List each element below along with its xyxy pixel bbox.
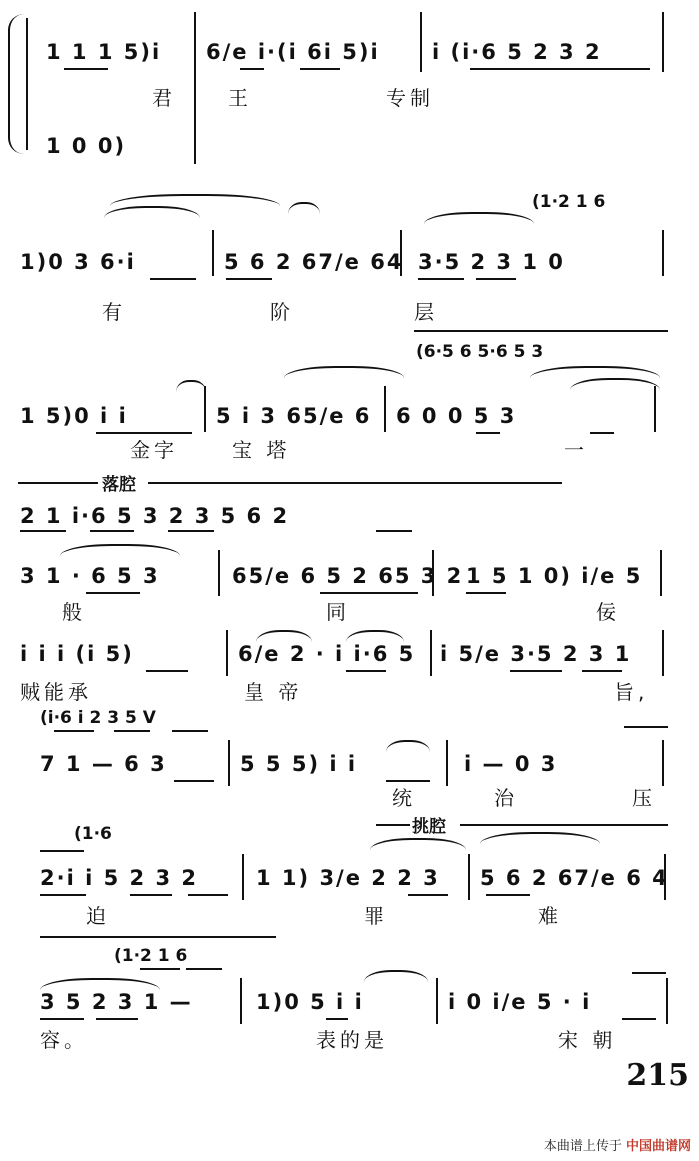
underline <box>240 68 264 70</box>
extension-line <box>148 482 562 484</box>
slur <box>370 838 466 850</box>
extension-line <box>18 482 98 484</box>
notation-measure: 2·i i 5 2 3 2 <box>40 866 198 890</box>
lyric: 表的是 <box>316 1028 388 1052</box>
underline <box>476 432 500 434</box>
slur <box>256 630 312 642</box>
notation-measure: 5 6 2 67/e 64 <box>224 250 404 274</box>
underline <box>300 68 340 70</box>
lyric: 阶 <box>270 300 294 324</box>
lyric: 有 <box>102 300 126 324</box>
underline <box>346 670 386 672</box>
underline <box>40 1018 84 1020</box>
notation-measure: 5 5 5) i i <box>240 752 358 776</box>
lyric: 王 <box>228 86 252 110</box>
barline <box>218 550 220 596</box>
slur <box>364 970 428 982</box>
barline <box>212 230 214 276</box>
slur <box>40 978 160 990</box>
underline <box>486 894 530 896</box>
underline <box>376 530 412 532</box>
lyric: 难 <box>538 904 562 928</box>
slur <box>530 366 660 378</box>
slur <box>424 212 534 224</box>
underline <box>168 530 214 532</box>
lyric: 罪 <box>364 904 388 928</box>
lyric: 金字 <box>130 438 178 462</box>
notation-measure: 3 5 2 3 1 — <box>40 990 193 1014</box>
underline <box>186 968 222 970</box>
footer-prefix: 本曲谱上传于 <box>543 1139 622 1154</box>
lyric: 佞 <box>596 600 620 624</box>
barline <box>204 386 206 432</box>
page-number: 215 <box>626 1058 689 1093</box>
instrumental-cue: 2 1 i·6 5 3 2 3 5 6 2 <box>20 504 290 528</box>
barline <box>420 12 422 72</box>
underline <box>114 730 150 732</box>
notation-measure: 3·5 2 3 1 0 <box>418 250 565 274</box>
slur <box>284 366 404 378</box>
lyric: 宋 朝 <box>558 1028 617 1052</box>
underline <box>326 1018 348 1020</box>
lyric: 治 <box>494 786 518 810</box>
underline <box>150 278 196 280</box>
notation-measure: i — 0 3 <box>464 752 558 776</box>
slur <box>110 194 280 206</box>
underline <box>146 670 188 672</box>
notation-measure: 1)0 5 i i <box>256 990 364 1014</box>
notation-measure: 5 i 3 65/e 6 <box>216 404 372 428</box>
notation-measure: 6/e i·(i 6i 5)i <box>206 40 380 64</box>
barline <box>654 386 656 432</box>
lyric: 般 <box>62 600 86 624</box>
underline <box>64 68 108 70</box>
underline <box>96 1018 138 1020</box>
barline <box>436 978 438 1024</box>
instrumental-cue: (1·2 1 6 <box>114 946 188 966</box>
barline <box>446 740 448 786</box>
notation-measure: 1 1 1 5)i <box>46 40 162 64</box>
notation-lower-part: 1 0 0) <box>46 134 127 158</box>
underline <box>86 592 140 594</box>
underline <box>582 670 622 672</box>
extension-line <box>376 824 410 826</box>
lyric: 皇 帝 <box>244 680 303 704</box>
system-brace <box>8 14 24 154</box>
instrumental-cue: (1·2 1 6 <box>532 192 606 212</box>
extension-line <box>632 972 666 974</box>
site-logo-text[interactable]: 中国曲谱网 <box>625 1139 691 1154</box>
lyric: 容。 <box>40 1028 88 1052</box>
extension-line <box>40 936 276 938</box>
underline <box>466 592 506 594</box>
instrumental-cue: (1·6 <box>74 824 112 844</box>
slur <box>570 378 660 390</box>
lyric: 一 <box>564 438 588 462</box>
notation-measure: i 5/e 3·5 2 3 1 <box>440 642 632 666</box>
barline <box>26 18 28 150</box>
underline <box>20 530 66 532</box>
notation-measure: 7 1 — 6 3 <box>40 752 167 776</box>
underline <box>130 894 172 896</box>
barline <box>662 740 664 786</box>
extension-line <box>624 726 668 728</box>
lyric: 压 <box>632 786 656 810</box>
notation-measure: 6 0 0 5 3 <box>396 404 517 428</box>
underline <box>590 432 614 434</box>
slur <box>176 380 206 392</box>
barline <box>384 386 386 432</box>
tiaoqiang-mark: 挑腔 <box>412 817 446 837</box>
slur <box>104 206 200 218</box>
barline <box>228 740 230 786</box>
lyric: 层 <box>414 300 438 324</box>
underline <box>140 968 180 970</box>
notation-measure: 3 1 · 6 5 3 <box>20 564 160 588</box>
luoqiang-mark: 落腔 <box>102 475 136 495</box>
underline <box>188 894 228 896</box>
notation-measure: 1 5 1 0) i/e 5 <box>466 564 643 588</box>
lyric: 统 <box>392 786 416 810</box>
barline <box>194 12 196 164</box>
lyric: 同 <box>326 600 350 624</box>
lyric: 旨, <box>614 680 649 704</box>
underline <box>54 730 94 732</box>
barline <box>660 550 662 596</box>
notation-measure: 6/e 2 · i i·6 5 <box>238 642 416 666</box>
slur <box>60 544 180 556</box>
notation-measure: i i i (i 5) <box>20 642 134 666</box>
instrumental-cue: (i·6 i 2 3 5 V <box>40 708 156 728</box>
barline <box>662 230 664 276</box>
lyric: 迫 <box>86 904 110 928</box>
underline <box>320 592 418 594</box>
underline <box>174 780 214 782</box>
underline <box>40 894 86 896</box>
lyric: 贼能承 <box>20 680 92 704</box>
slur <box>346 630 404 642</box>
slur <box>480 832 600 844</box>
notation-measure: 1 1) 3/e 2 2 3 <box>256 866 440 890</box>
underline <box>418 278 464 280</box>
lyric: 专制 <box>386 86 434 110</box>
lyric: 宝 塔 <box>232 438 291 462</box>
lyric: 君 <box>152 86 176 110</box>
barline <box>662 630 664 676</box>
barline <box>242 854 244 900</box>
barline <box>430 630 432 676</box>
notation-measure: 5 6 2 67/e 6 4 <box>480 866 669 890</box>
barline <box>666 978 668 1024</box>
underline <box>408 894 448 896</box>
extension-line <box>40 850 84 852</box>
barline <box>662 12 664 72</box>
barline <box>226 630 228 676</box>
extension-line <box>460 824 668 826</box>
underline <box>470 68 650 70</box>
extension-line <box>414 330 668 332</box>
notation-measure: 1)0 3 6·i <box>20 250 136 274</box>
notation-measure: i (i·6 5 2 3 2 <box>432 40 602 64</box>
underline <box>622 1018 656 1020</box>
barline <box>240 978 242 1024</box>
underline <box>90 530 134 532</box>
underline <box>476 278 516 280</box>
underline <box>226 278 272 280</box>
underline <box>172 730 208 732</box>
slur <box>386 740 430 752</box>
instrumental-cue: (6·5 6 5·6 5 3 <box>416 342 544 362</box>
notation-measure: 65/e 6 5 2 65 3 2 <box>232 564 464 588</box>
source-footer <box>544 1135 691 1154</box>
notation-measure: i 0 i/e 5 · i <box>448 990 592 1014</box>
barline <box>468 854 470 900</box>
slur <box>288 202 320 214</box>
notation-measure: 1 5)0 i i <box>20 404 128 428</box>
underline <box>510 670 562 672</box>
